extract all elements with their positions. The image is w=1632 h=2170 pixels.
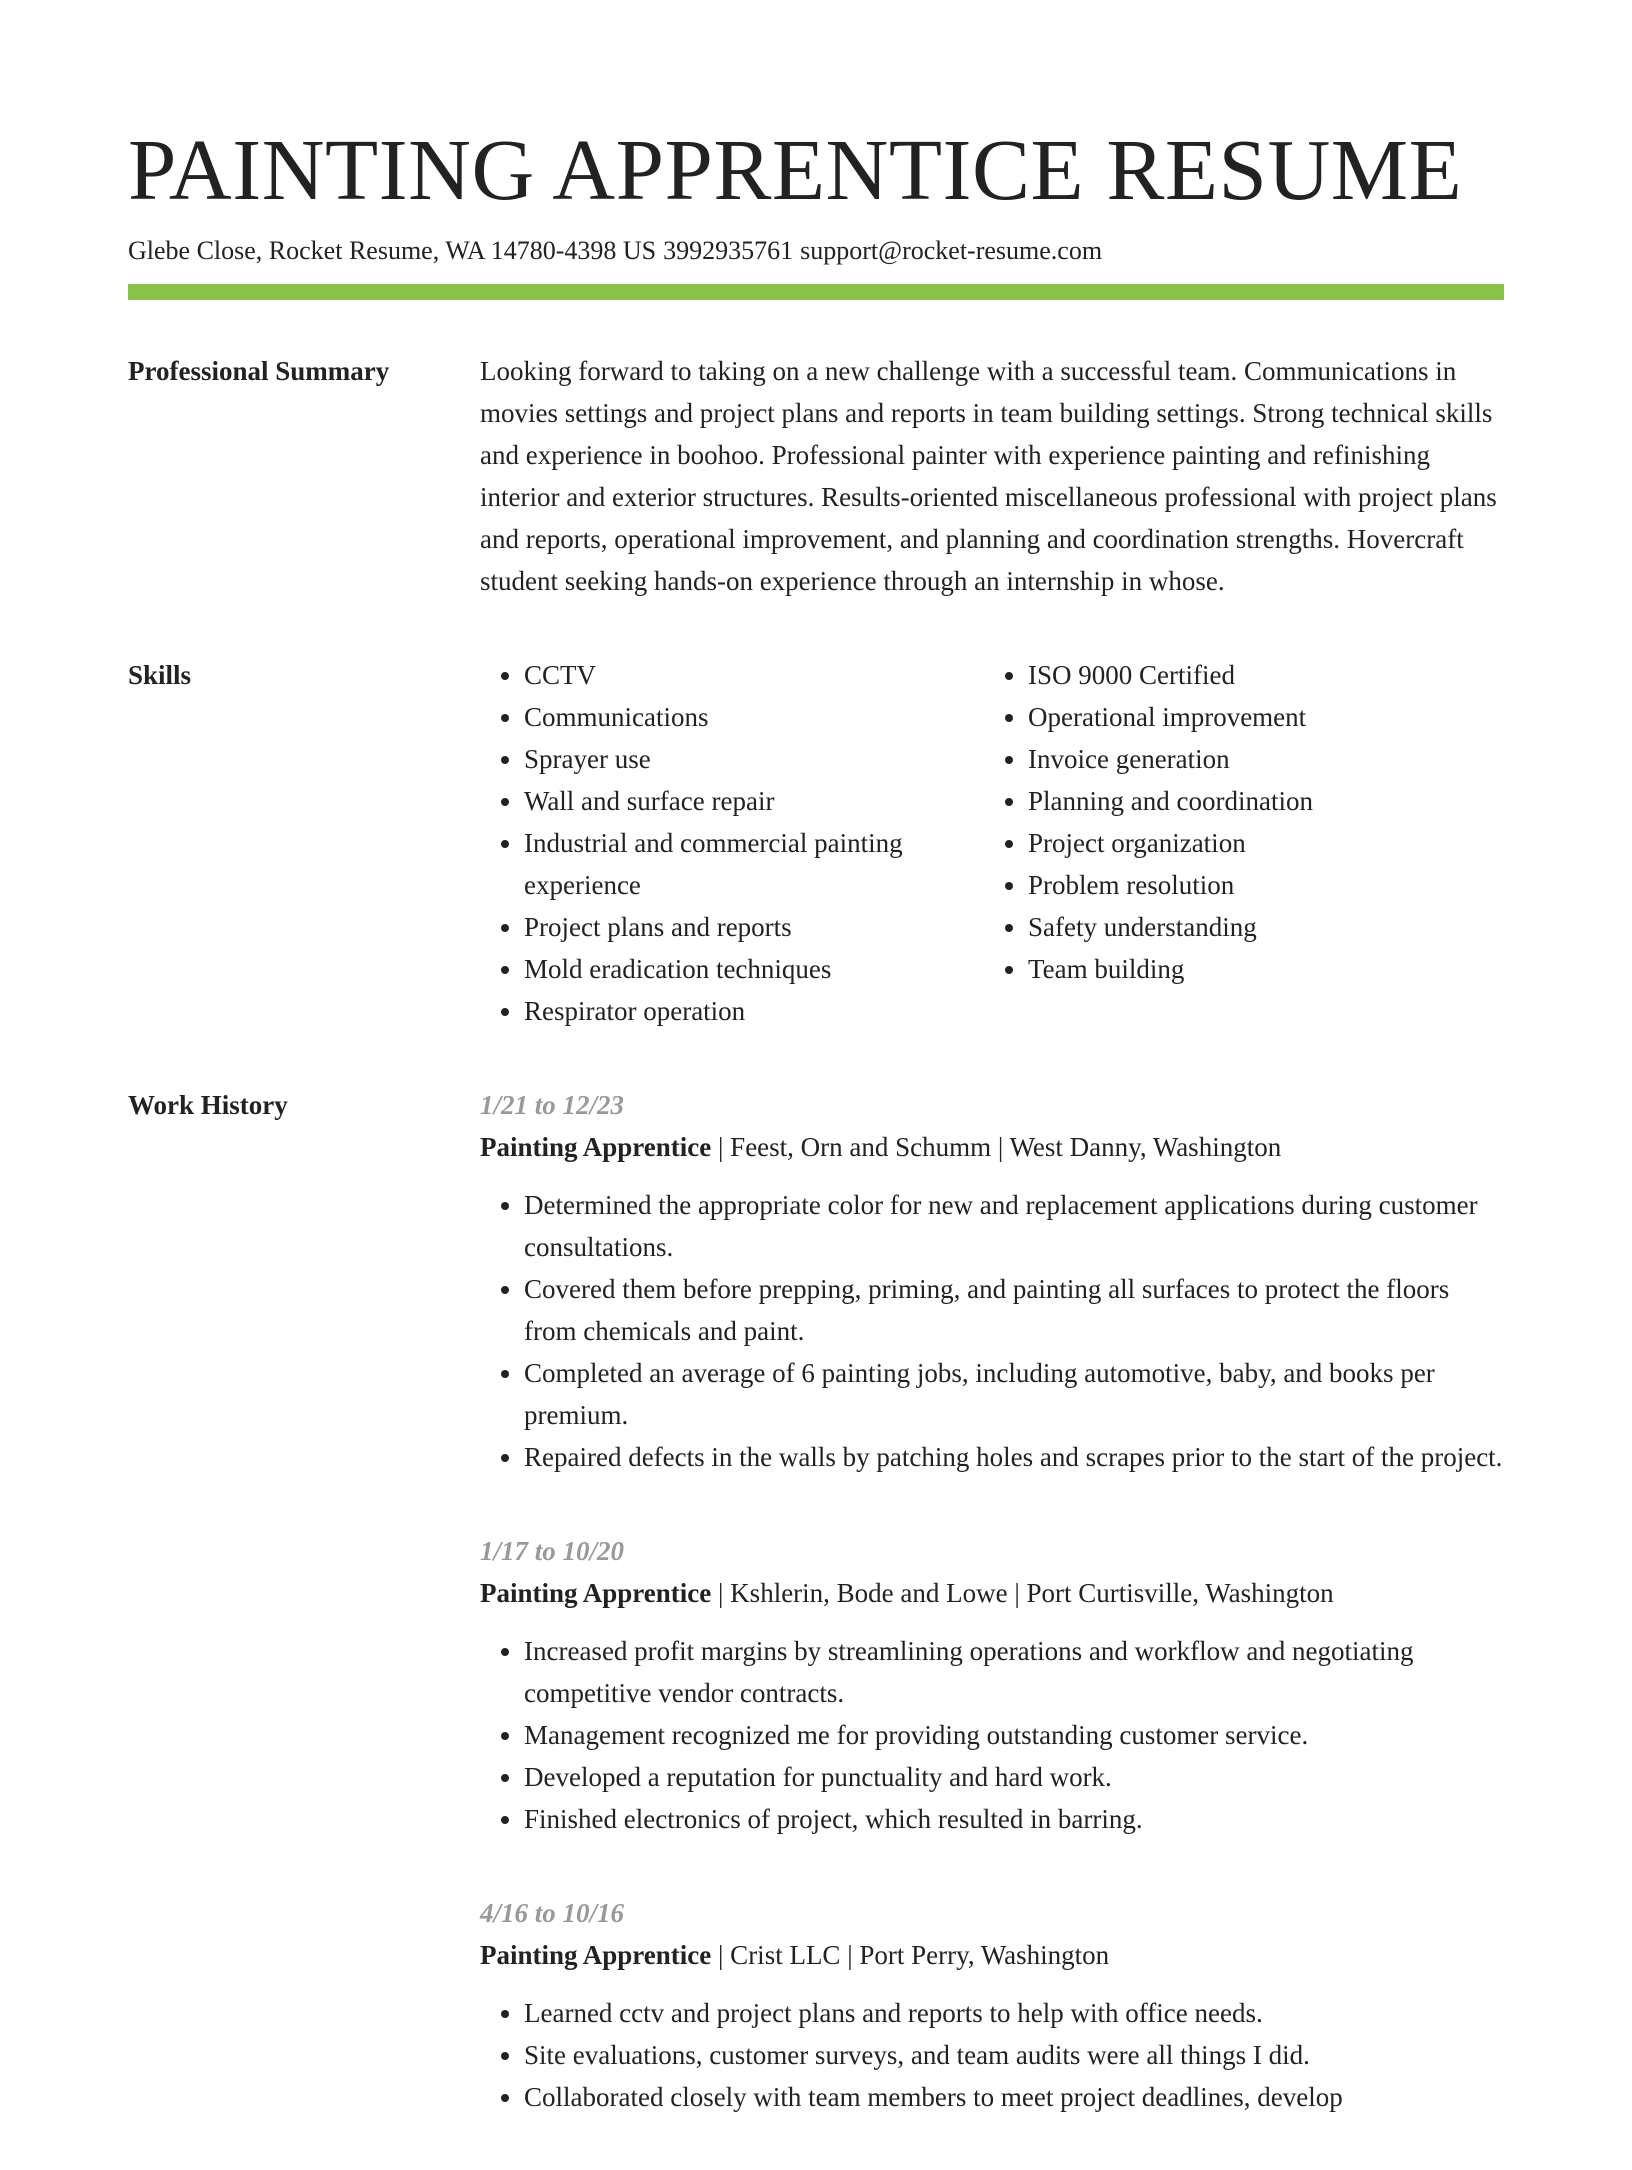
job-bullet: • Covered them before prepping, priming, and painting all surfaces to protect the floors from chemicals and paint.: [524, 1268, 1504, 1352]
skill-item: • Mold eradication techniques: [524, 948, 984, 990]
job-date: 1/17 to 10/20: [480, 1536, 625, 1566]
summary-text: Looking forward to taking on a new challenge with a successful team. Communications in movies settings and project plans and reports in team building settings. Strong technical skills and experience in boohoo. Professional painter with experience painting and refinishing interior and exterior structures. Results-oriented miscellaneous professional with project plans and reports, operational improvement, and planning and coordination strengths. Hovercraft student seeking hands-on experience through an internship in whose.: [480, 356, 1497, 596]
job-date: 1/21 to 12/23: [480, 1090, 625, 1120]
skill-item: • Respirator operation: [524, 990, 984, 1032]
contact-line: [128, 234, 1504, 268]
header-divider: [128, 284, 1504, 300]
job-title: Painting Apprentice: [480, 1578, 712, 1608]
skill-item: • CCTV: [524, 654, 984, 696]
resume-page: [128, 118, 1504, 2170]
skill-item: • Wall and surface repair: [524, 780, 984, 822]
job-bullets: [480, 1184, 1504, 1478]
job-bullet: • Completed an average of 6 painting jobs, including automotive, baby, and books per premium.: [524, 1352, 1504, 1436]
skill-item: • Invoice generation: [1028, 738, 1488, 780]
job-bullet: • Increased profit margins by streamlining operations and workflow and negotiating competitive vendor contracts.: [524, 1630, 1504, 1714]
skill-item: • Industrial and commercial painting experience: [524, 822, 984, 906]
job-entry: [480, 1530, 1504, 1840]
job-bullet: • Developed a reputation for punctuality and hard work.: [524, 1756, 1504, 1798]
job-bullet: • Determined the appropriate color for new and replacement applications during customer consultations.: [524, 1184, 1504, 1268]
skill-item: • Communications: [524, 696, 984, 738]
job-bullets: [480, 1630, 1504, 1840]
skill-item: • Operational improvement: [1028, 696, 1488, 738]
job-date: 4/16 to 10/16: [480, 1898, 625, 1928]
job-details: | Crist LLC | Port Perry, Washington: [711, 1940, 1110, 1970]
job-title: Painting Apprentice: [480, 1132, 712, 1162]
skill-item: • Project plans and reports: [524, 906, 984, 948]
job-heading: [480, 1934, 1504, 1976]
job-entry: [480, 1084, 1504, 1478]
job-bullet: • Learned cctv and project plans and reports to help with office needs.: [524, 1992, 1504, 2034]
job-details: | Feest, Orn and Schumm | West Danny, Washington: [711, 1132, 1282, 1162]
job-bullet: • Site evaluations, customer surveys, and team audits were all things I did.: [524, 2034, 1504, 2076]
skill-item: • Problem resolution: [1028, 864, 1488, 906]
summary-section: [128, 350, 1504, 602]
work-history-heading: Work History: [128, 1090, 288, 1120]
job-bullets: [480, 1992, 1504, 2118]
skill-item: • Project organization: [1028, 822, 1488, 864]
job-bullet: • Collaborated closely with team members to meet project deadlines, develop: [524, 2076, 1504, 2118]
work-history-section: [128, 1084, 1504, 2170]
skill-item: • ISO 9000 Certified: [1028, 654, 1488, 696]
skill-item: • Safety understanding: [1028, 906, 1488, 948]
job-details: | Kshlerin, Bode and Lowe | Port Curtisville, Washington: [711, 1578, 1334, 1608]
job-bullet: • Repaired defects in the walls by patching holes and scrapes prior to the start of the project.: [524, 1436, 1504, 1478]
job-entry: [480, 1892, 1504, 2118]
job-heading: [480, 1572, 1504, 1614]
job-bullet: • Finished electronics of project, which resulted in barring.: [524, 1798, 1504, 1840]
skills-list-left: [480, 654, 984, 1032]
skill-item: • Planning and coordination: [1028, 780, 1488, 822]
skills-list-right: [984, 654, 1488, 1032]
contact-email: support@rocket-resume.com: [800, 236, 1103, 265]
job-title: Painting Apprentice: [480, 1940, 712, 1970]
contact-address: Glebe Close, Rocket Resume, WA 14780-4398 US: [128, 236, 657, 265]
skills-section: [128, 654, 1504, 1032]
job-bullet: • Management recognized me for providing outstanding customer service.: [524, 1714, 1504, 1756]
resume-title: PAINTING APPRENTICE RESUME: [128, 121, 1463, 218]
skill-item: • Team building: [1028, 948, 1488, 990]
skills-heading: Skills: [128, 660, 192, 690]
job-heading: [480, 1126, 1504, 1168]
summary-heading: Professional Summary: [128, 356, 390, 386]
skill-item: • Sprayer use: [524, 738, 984, 780]
contact-phone: 3992935761: [663, 236, 794, 265]
